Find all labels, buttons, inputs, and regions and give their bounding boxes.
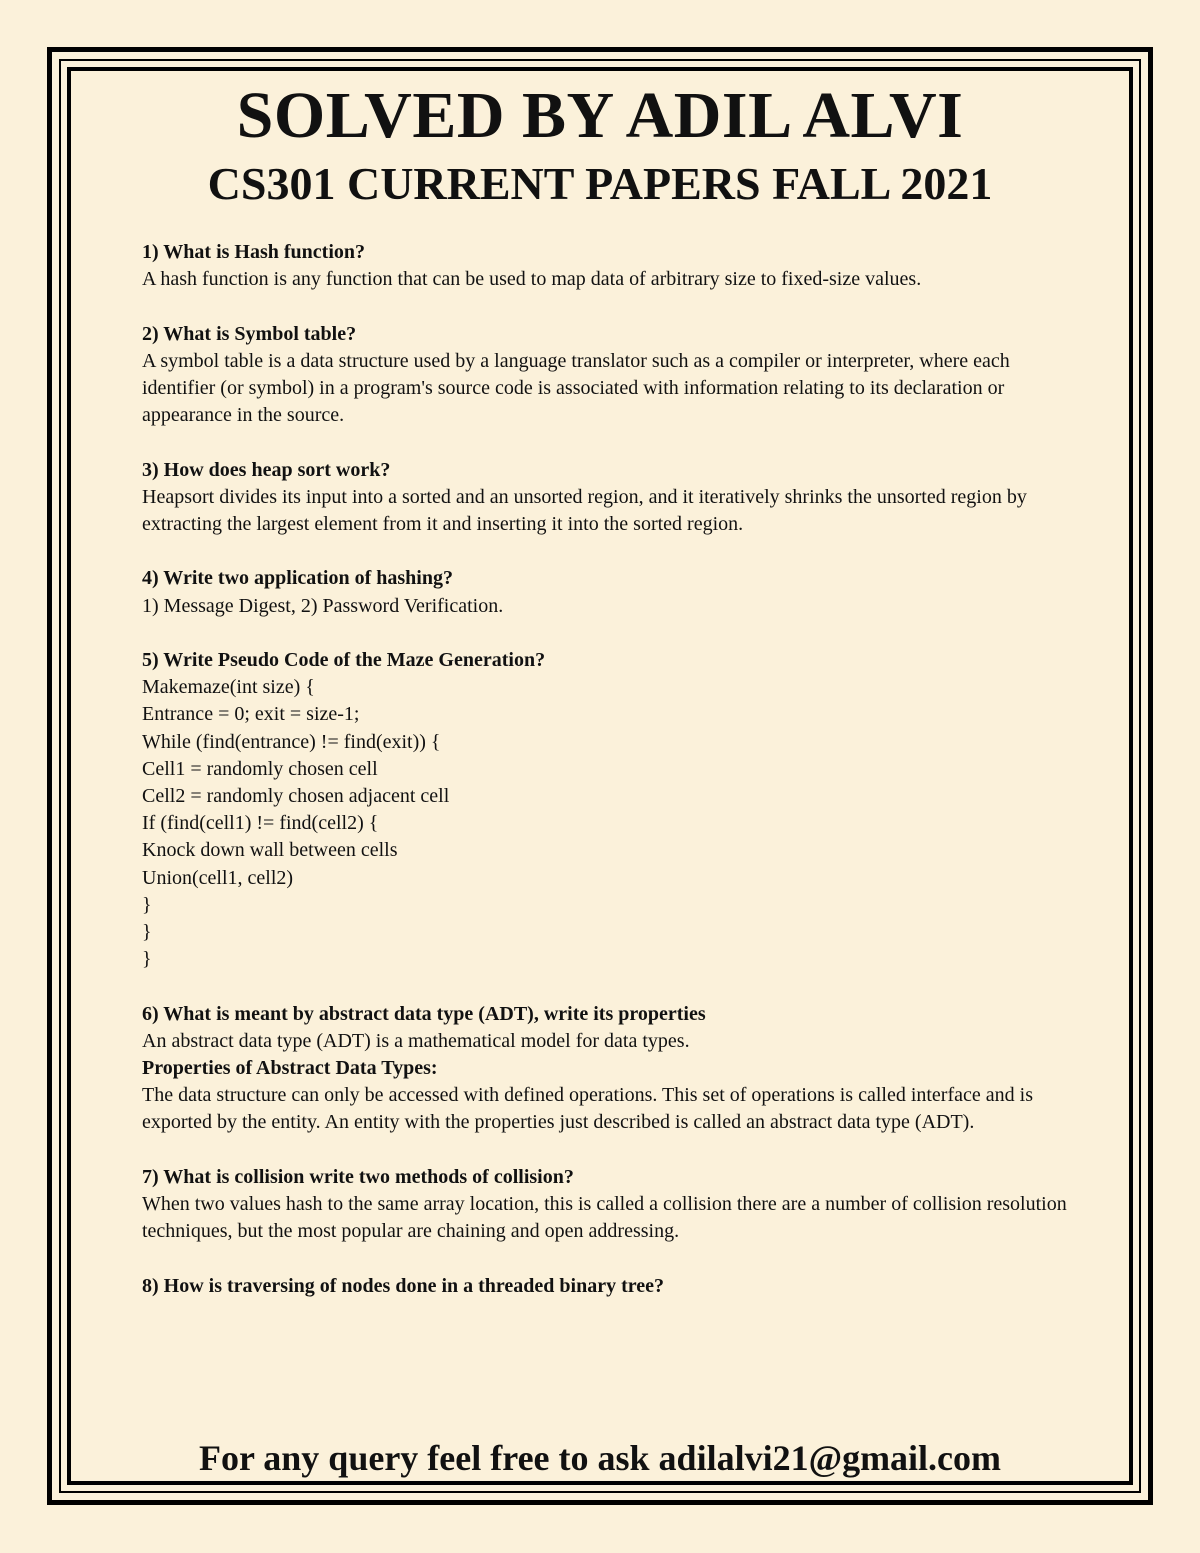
code-line: Cell2 = randomly chosen adjacent cell	[142, 785, 450, 807]
qa-item-2	[142, 321, 1072, 430]
question-6: 6) What is meant by abstract data type (ADT), write its properties	[142, 1002, 706, 1025]
code-line: Cell1 = randomly chosen cell	[142, 757, 378, 780]
page-title: SOLVED BY ADIL ALVI	[236, 79, 964, 152]
contact-footer: For any query feel free to ask adilalvi21@gmail.com	[198, 1438, 1002, 1478]
question-3: 3) How does heap sort work?	[142, 458, 391, 481]
code-line: If (find(cell1) != find(cell2) {	[142, 812, 379, 835]
question-4: 4) Write two application of hashing?	[142, 567, 453, 590]
question-1: 1) What is Hash function?	[142, 241, 366, 263]
answer-4: 1) Message Digest, 2) Password Verification.	[142, 594, 504, 617]
answer-6: An abstract data type (ADT) is a mathematical model for data types.	[142, 1029, 690, 1052]
code-line: }	[142, 948, 152, 971]
question-7: 7) What is collision write two methods of collision?	[142, 1165, 574, 1188]
qa-item-8	[142, 1273, 1072, 1300]
qa-item-4	[142, 565, 1072, 619]
code-line: Union(cell1, cell2)	[142, 866, 294, 889]
pseudo-code	[142, 674, 1072, 973]
qa-item-7	[142, 1164, 1072, 1246]
question-5: 5) Write Pseudo Code of the Maze Generation?	[142, 648, 546, 671]
qa-item-6	[142, 1001, 1072, 1137]
code-line: Makemaze(int size) {	[142, 676, 315, 699]
answer-1: A hash function is any function that can be used to map data of arbitrary size to fixed-size values.	[142, 268, 922, 291]
qa-item-3	[142, 457, 1072, 539]
qa-item-1	[142, 239, 1072, 293]
answer-7: When two values hash to the same array location, this is called a collision there are a number of collision resolution techniques, but the most popular are chaining and open addressing.	[142, 1193, 1067, 1243]
answer-6-properties: The data structure can only be accessed with defined operations. This set of operations is called interface and is exported by the entity. An entity with the properties just described is called an abstract data type (ADT).	[142, 1084, 1033, 1134]
code-line: While (find(entrance) != find(exit)) {	[142, 730, 441, 753]
code-line: Entrance = 0; exit = size-1;	[142, 703, 360, 726]
qa-list	[142, 239, 1072, 1327]
page-subtitle: CS301 CURRENT PAPERS FALL 2021	[207, 158, 993, 209]
code-line: }	[142, 893, 152, 916]
code-line: }	[142, 921, 152, 944]
answer-2: A symbol table is a data structure used by a language translator such as a compiler or interpreter, where each identifier (or symbol) in a program's source code is associated with information relating to its declaration or appearance in the source.	[142, 349, 1010, 427]
code-line: Knock down wall between cells	[142, 839, 398, 862]
question-2: 2) What is Symbol table?	[142, 322, 357, 345]
answer-3: Heapsort divides its input into a sorted and an unsorted region, and it iteratively shrinks the unsorted region by extracting the largest element from it and inserting it into the sorted region.	[142, 485, 1027, 535]
answer-6-subheading: Properties of Abstract Data Types:	[142, 1057, 438, 1080]
question-8: 8) How is traversing of nodes done in a threaded binary tree?	[142, 1274, 665, 1297]
qa-item-5	[142, 647, 1072, 973]
